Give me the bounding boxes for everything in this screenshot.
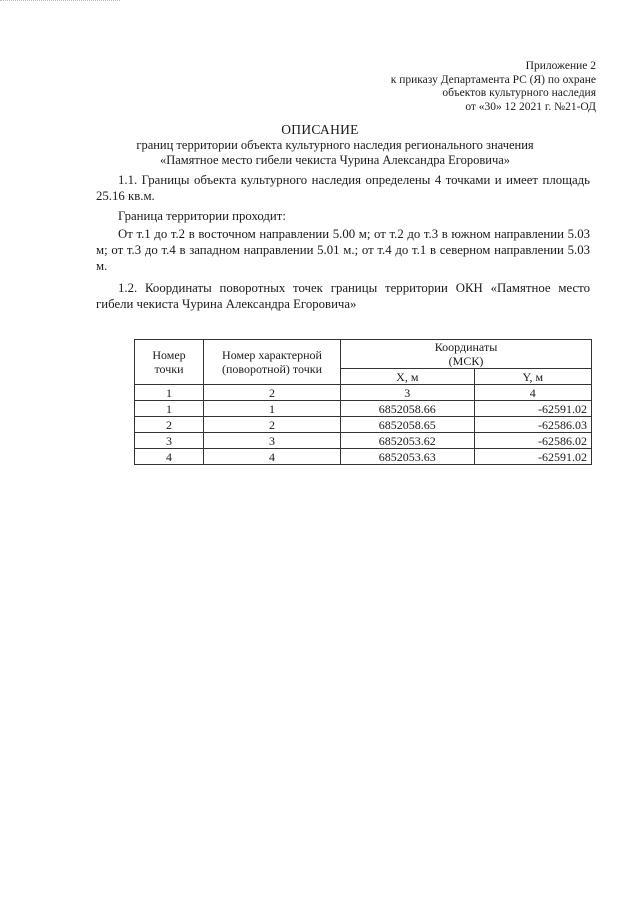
table-row xyxy=(135,433,592,449)
cell-point: 3 xyxy=(135,433,204,449)
document-subtitle xyxy=(80,138,590,168)
cell-x: 6852053.62 xyxy=(341,433,475,449)
table-row xyxy=(135,417,592,433)
header-y: Y, м xyxy=(474,369,591,385)
cell-char: 3 xyxy=(204,433,341,449)
coordinates-table xyxy=(134,339,592,465)
document-title: ОПИСАНИЕ xyxy=(281,122,359,137)
cell-point: 4 xyxy=(135,449,204,465)
cell-char: 1 xyxy=(204,401,341,417)
column-number: 3 xyxy=(341,385,475,401)
column-number: 4 xyxy=(474,385,591,401)
cell-x: 6852058.66 xyxy=(341,401,475,417)
cell-point: 2 xyxy=(135,417,204,433)
column-number: 1 xyxy=(135,385,204,401)
table-row xyxy=(135,449,592,465)
table-row xyxy=(135,401,592,417)
paragraph-1-2: 1.2. Координаты поворотных точек границы территории ОКН «Памятное место гибели чекиста Чурина Александра Егоровича» xyxy=(96,281,590,311)
header-characteristic-point: Номер характерной (поворотной) точки xyxy=(204,340,341,385)
appendix-line: Приложение 2 xyxy=(525,60,596,72)
cell-x: 6852058.65 xyxy=(341,417,475,433)
appendix-line: к приказу Департамента РС (Я) по охране xyxy=(390,73,596,86)
cell-y: -62586.02 xyxy=(474,433,591,449)
cell-y: -62586.03 xyxy=(474,417,591,433)
appendix-line: объектов культурного наследия xyxy=(442,87,596,99)
cell-char: 4 xyxy=(204,449,341,465)
appendix-header xyxy=(336,60,596,114)
paragraph-1-1: 1.1. Границы объекта культурного наследия определены 4 точками и имеет площадь 25.16 кв.м. xyxy=(96,173,590,203)
table-column-number-row xyxy=(135,385,592,401)
header-coordinates-label: Координаты xyxy=(434,340,498,354)
header-x: X, м xyxy=(341,369,475,385)
subtitle-line: «Памятное место гибели чекиста Чурина Александра Егоровича» xyxy=(159,153,511,167)
column-number: 2 xyxy=(204,385,341,401)
subtitle-line: границ территории объекта культурного наследия регионального значения xyxy=(136,138,534,152)
header-point-number: Номер точки xyxy=(135,340,204,385)
header-coordinates xyxy=(341,340,592,369)
cell-y: -62591.02 xyxy=(474,449,591,465)
cell-point: 1 xyxy=(135,401,204,417)
header-msk-label: (МСК) xyxy=(448,354,484,368)
scan-artifact xyxy=(0,0,120,5)
appendix-line: от «30» 12 2021 г. №21-ОД xyxy=(465,100,596,113)
paragraph-boundary-intro: Граница территории проходит: xyxy=(118,209,286,223)
cell-char: 2 xyxy=(204,417,341,433)
cell-y: -62591.02 xyxy=(474,401,591,417)
paragraph-boundary: От т.1 до т.2 в восточном направлении 5.00 м; от т.2 до т.3 в южном направлении 5.03 м; от т.3 до т.4 в западном направлении 5.01 м.; от т.4 до т.1 в северном направлении 5.03 м. xyxy=(96,227,590,273)
table-header-row xyxy=(135,340,592,369)
cell-x: 6852053.63 xyxy=(341,449,475,465)
